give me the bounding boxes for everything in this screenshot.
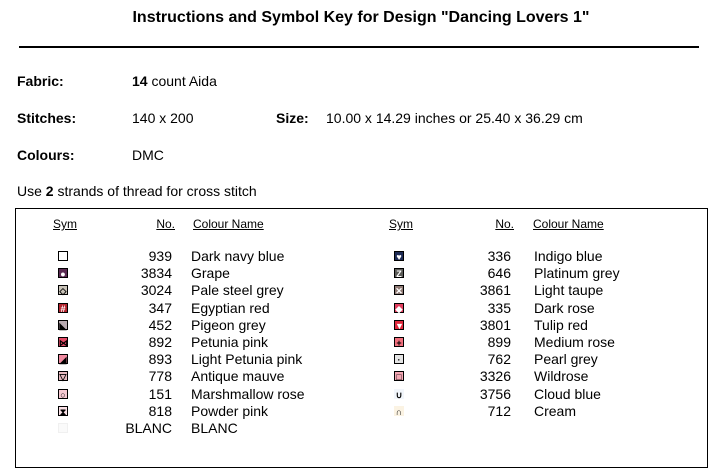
dmc-number: 762 <box>487 351 511 368</box>
down-triangle-on-red-icon: ▼ <box>395 320 404 331</box>
header-no-right: No. <box>495 217 514 231</box>
dmc-number: 3861 <box>479 282 511 299</box>
dmc-number: 818 <box>148 402 172 419</box>
size-value: 10.00 x 14.29 inches or 25.40 x 36.29 cm <box>326 110 583 126</box>
header-sym-right: Sym <box>389 217 413 231</box>
plus-on-rose-icon: + <box>394 337 404 347</box>
strands-instruction <box>17 183 257 199</box>
dmc-number: 892 <box>148 334 172 350</box>
corner-triangle-icon: ◣ <box>59 320 67 331</box>
fabric-count: 14 <box>132 73 148 89</box>
colour-name: Powder pink <box>191 402 269 419</box>
down-triangle-outline-icon: ▽ <box>59 372 67 383</box>
header-no-left: No. <box>156 217 175 231</box>
dmc-number: 452 <box>148 316 172 333</box>
dmc-number: 893 <box>148 351 172 368</box>
colours-label: Colours: <box>17 147 75 163</box>
z-on-grey-icon: Z <box>394 268 404 278</box>
colour-name: Grape <box>191 265 230 282</box>
size-label: Size: <box>276 110 309 126</box>
dmc-number: 336 <box>487 248 511 264</box>
dmc-number: 899 <box>487 334 511 350</box>
dmc-number: 939 <box>148 248 172 264</box>
fabric-value <box>132 73 217 89</box>
heart-on-navy-icon: ♥ <box>394 251 404 261</box>
key-row <box>0 403 722 420</box>
colour-name: Platinum grey <box>534 265 620 282</box>
header-name-left: Colour Name <box>193 217 264 231</box>
key-row <box>0 420 722 437</box>
colour-name: Marshmallow rose <box>191 385 305 402</box>
dmc-number: 3326 <box>479 368 511 385</box>
diamond-on-grey-icon: ◇ <box>59 286 67 297</box>
strands-post: strands of thread for cross stitch <box>57 183 257 199</box>
fabric-type: count Aida <box>151 73 217 89</box>
dmc-number: 3801 <box>479 316 511 333</box>
colour-name: Wildrose <box>534 368 589 385</box>
dmc-number: 347 <box>148 299 172 316</box>
header-sym-left: Sym <box>53 217 77 231</box>
colour-name: Antique mauve <box>191 368 285 385</box>
blank-white-icon <box>58 423 68 433</box>
colour-name: Medium rose <box>534 334 615 350</box>
circle-outline-on-pink-icon: ○ <box>58 389 68 399</box>
circle-on-purple-icon: ● <box>58 268 68 278</box>
colour-name: Indigo blue <box>534 248 603 264</box>
key-row <box>0 317 722 334</box>
colour-name: Pearl grey <box>534 351 598 368</box>
colour-name: Cloud blue <box>534 385 601 402</box>
colour-name: Egyptian red <box>191 299 270 316</box>
key-row <box>0 334 722 351</box>
dot-on-grey-icon: · <box>394 354 404 364</box>
key-row <box>0 282 722 299</box>
diamond-on-rose-icon: ◆ <box>395 303 403 314</box>
key-row <box>0 368 722 385</box>
page-title: Instructions and Symbol Key for Design "Dancing Lovers 1" <box>132 9 590 26</box>
header-name-right: Colour Name <box>533 217 604 231</box>
dmc-number: 3024 <box>140 282 172 299</box>
colour-name: Cream <box>534 402 577 419</box>
colour-name: Dark rose <box>534 299 595 316</box>
arch-icon: ∩ <box>395 406 403 417</box>
key-row <box>0 248 722 265</box>
key-row <box>0 351 722 368</box>
colour-name: BLANC <box>191 420 238 436</box>
hourglass-icon: ⧗ <box>59 406 67 417</box>
dmc-number: 335 <box>487 299 511 316</box>
dmc-number: 646 <box>487 265 511 282</box>
title-rule <box>19 46 699 48</box>
dmc-number: 151 <box>148 385 172 402</box>
colour-name: Petunia pink <box>191 334 269 350</box>
u-shape-icon: ∪ <box>395 389 403 400</box>
strands-count: 2 <box>45 183 54 199</box>
dmc-number: 712 <box>487 402 511 419</box>
hash-on-red-icon: # <box>58 303 68 313</box>
dmc-number: 3756 <box>479 385 511 402</box>
colour-name: Light Petunia pink <box>191 351 303 368</box>
colours-value: DMC <box>132 147 164 163</box>
dmc-number: BLANC <box>125 420 172 436</box>
key-row <box>0 386 722 403</box>
colour-name: Tulip red <box>534 316 588 333</box>
bowtie-on-pink-icon: ⋈ <box>59 338 68 348</box>
strands-pre: Use <box>17 183 42 199</box>
colour-name: Dark navy blue <box>191 248 285 264</box>
stitches-value: 140 x 200 <box>132 110 194 126</box>
colour-name: Pigeon grey <box>191 316 266 333</box>
colour-name: Light taupe <box>534 282 604 299</box>
x-on-taupe-icon: ✕ <box>395 286 403 297</box>
key-row <box>0 300 722 317</box>
square-on-pink-icon: □ <box>394 371 404 381</box>
dmc-number: 3834 <box>140 265 172 282</box>
fabric-label: Fabric: <box>17 73 64 89</box>
key-row <box>0 265 722 282</box>
stitches-label: Stitches: <box>17 110 77 126</box>
dmc-number: 778 <box>148 368 172 385</box>
colour-name: Pale steel grey <box>191 282 284 299</box>
half-triangle-icon: ◢ <box>59 355 67 366</box>
